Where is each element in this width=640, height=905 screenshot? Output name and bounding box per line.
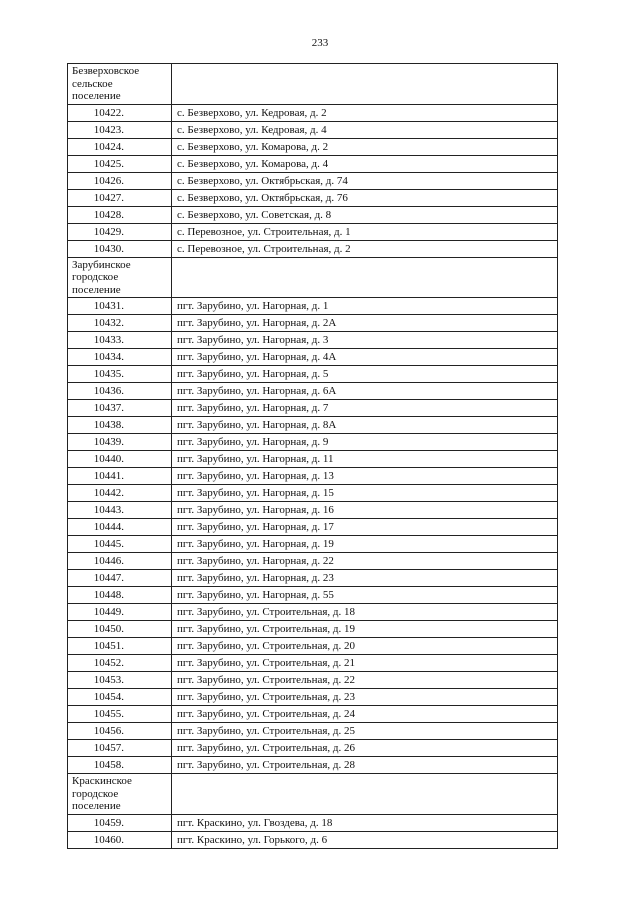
row-address: с. Перевозное, ул. Строительная, д. 2 xyxy=(172,240,558,257)
section-name-line: поселение xyxy=(72,800,121,812)
row-address: пгт. Зарубино, ул. Нагорная, д. 7 xyxy=(172,400,558,417)
table-row xyxy=(68,366,558,383)
table-row xyxy=(68,383,558,400)
row-number: 10448. xyxy=(68,587,172,604)
row-address: пгт. Зарубино, ул. Нагорная, д. 2А xyxy=(172,315,558,332)
row-number: 10459. xyxy=(68,814,172,831)
row-number: 10425. xyxy=(68,155,172,172)
section-empty-cell xyxy=(172,64,558,105)
row-address: пгт. Краскино, ул. Горького, д. 6 xyxy=(172,831,558,848)
row-address: с. Перевозное, ул. Строительная, д. 1 xyxy=(172,223,558,240)
row-number: 10433. xyxy=(68,332,172,349)
row-address: с. Безверхово, ул. Кедровая, д. 2 xyxy=(172,104,558,121)
row-address: пгт. Зарубино, ул. Нагорная, д. 3 xyxy=(172,332,558,349)
row-number: 10451. xyxy=(68,638,172,655)
row-address: пгт. Зарубино, ул. Нагорная, д. 13 xyxy=(172,468,558,485)
section-name-line: поселение xyxy=(72,90,121,102)
row-address: с. Безверхово, ул. Советская, д. 8 xyxy=(172,206,558,223)
row-address: пгт. Зарубино, ул. Строительная, д. 23 xyxy=(172,689,558,706)
section-name-line: городское xyxy=(72,271,119,283)
row-address: пгт. Зарубино, ул. Нагорная, д. 5 xyxy=(172,366,558,383)
row-address: пгт. Зарубино, ул. Нагорная, д. 17 xyxy=(172,519,558,536)
table-row xyxy=(68,502,558,519)
row-number: 10453. xyxy=(68,672,172,689)
section-empty-cell xyxy=(172,257,558,298)
row-address: пгт. Зарубино, ул. Строительная, д. 25 xyxy=(172,723,558,740)
row-number: 10441. xyxy=(68,468,172,485)
table-row xyxy=(68,349,558,366)
section-header-row xyxy=(68,64,558,105)
table-row xyxy=(68,223,558,240)
table-row xyxy=(68,206,558,223)
row-number: 10452. xyxy=(68,655,172,672)
row-address: пгт. Зарубино, ул. Нагорная, д. 8А xyxy=(172,417,558,434)
section-name xyxy=(68,257,172,298)
section-header-row xyxy=(68,257,558,298)
section-name xyxy=(68,774,172,815)
row-number: 10437. xyxy=(68,400,172,417)
row-number: 10454. xyxy=(68,689,172,706)
table-row xyxy=(68,740,558,757)
row-address: пгт. Зарубино, ул. Нагорная, д. 1 xyxy=(172,298,558,315)
row-address: пгт. Зарубино, ул. Строительная, д. 18 xyxy=(172,604,558,621)
table-row xyxy=(68,417,558,434)
row-number: 10436. xyxy=(68,383,172,400)
row-number: 10443. xyxy=(68,502,172,519)
table-row xyxy=(68,723,558,740)
table-row xyxy=(68,814,558,831)
table-row xyxy=(68,155,558,172)
table-row xyxy=(68,240,558,257)
table-row xyxy=(68,189,558,206)
table-row xyxy=(68,172,558,189)
row-address: пгт. Зарубино, ул. Строительная, д. 20 xyxy=(172,638,558,655)
row-address: пгт. Краскино, ул. Гвоздева, д. 18 xyxy=(172,814,558,831)
row-address: с. Безверхово, ул. Комарова, д. 4 xyxy=(172,155,558,172)
row-address: пгт. Зарубино, ул. Нагорная, д. 16 xyxy=(172,502,558,519)
row-address: пгт. Зарубино, ул. Нагорная, д. 23 xyxy=(172,570,558,587)
row-number: 10427. xyxy=(68,189,172,206)
row-number: 10431. xyxy=(68,298,172,315)
row-number: 10444. xyxy=(68,519,172,536)
row-number: 10457. xyxy=(68,740,172,757)
table-row xyxy=(68,706,558,723)
section-name-line: сельское xyxy=(72,77,113,90)
row-number: 10456. xyxy=(68,723,172,740)
row-address: пгт. Зарубино, ул. Нагорная, д. 55 xyxy=(172,587,558,604)
row-number: 10455. xyxy=(68,706,172,723)
table-row xyxy=(68,104,558,121)
row-address: пгт. Зарубино, ул. Нагорная, д. 19 xyxy=(172,536,558,553)
row-address: пгт. Зарубино, ул. Нагорная, д. 22 xyxy=(172,553,558,570)
table-row xyxy=(68,553,558,570)
table-row xyxy=(68,315,558,332)
row-address: пгт. Зарубино, ул. Нагорная, д. 15 xyxy=(172,485,558,502)
section-name xyxy=(68,64,172,105)
row-number: 10439. xyxy=(68,434,172,451)
table-row xyxy=(68,604,558,621)
row-address: пгт. Зарубино, ул. Нагорная, д. 4А xyxy=(172,349,558,366)
row-number: 10434. xyxy=(68,349,172,366)
table-row xyxy=(68,570,558,587)
row-number: 10428. xyxy=(68,206,172,223)
section-name-line: городское xyxy=(72,787,119,800)
address-registry-table xyxy=(67,63,558,849)
row-number: 10449. xyxy=(68,604,172,621)
table-row xyxy=(68,672,558,689)
row-number: 10424. xyxy=(68,138,172,155)
table-row xyxy=(68,621,558,638)
row-number: 10440. xyxy=(68,451,172,468)
row-address: с. Безверхово, ул. Октябрьская, д. 74 xyxy=(172,172,558,189)
page-number: 233 xyxy=(311,37,329,49)
row-number: 10422. xyxy=(68,104,172,121)
table-row xyxy=(68,451,558,468)
row-number: 10450. xyxy=(68,621,172,638)
table-row xyxy=(68,298,558,315)
section-name-line: Краскинское xyxy=(72,775,132,787)
row-address: пгт. Зарубино, ул. Строительная, д. 21 xyxy=(172,655,558,672)
row-address: пгт. Зарубино, ул. Строительная, д. 24 xyxy=(172,706,558,723)
row-address: пгт. Зарубино, ул. Нагорная, д. 11 xyxy=(172,451,558,468)
registry-body xyxy=(68,64,558,849)
row-address: пгт. Зарубино, ул. Нагорная, д. 9 xyxy=(172,434,558,451)
table-row xyxy=(68,434,558,451)
table-row xyxy=(68,400,558,417)
table-row xyxy=(68,332,558,349)
row-address: пгт. Зарубино, ул. Строительная, д. 19 xyxy=(172,621,558,638)
row-number: 10429. xyxy=(68,223,172,240)
row-address: пгт. Зарубино, ул. Нагорная, д. 6А xyxy=(172,383,558,400)
row-address: с. Безверхово, ул. Октябрьская, д. 76 xyxy=(172,189,558,206)
row-number: 10435. xyxy=(68,366,172,383)
section-name-line: поселение xyxy=(72,283,121,296)
row-address: пгт. Зарубино, ул. Строительная, д. 22 xyxy=(172,672,558,689)
table-row xyxy=(68,689,558,706)
table-row xyxy=(68,638,558,655)
section-name-line: Безверховское xyxy=(72,65,140,77)
table-row xyxy=(68,468,558,485)
row-address: пгт. Зарубино, ул. Строительная, д. 26 xyxy=(172,740,558,757)
row-address: с. Безверхово, ул. Комарова, д. 2 xyxy=(172,138,558,155)
row-number: 10430. xyxy=(68,240,172,257)
table-row xyxy=(68,519,558,536)
row-number: 10426. xyxy=(68,172,172,189)
row-address: с. Безверхово, ул. Кедровая, д. 4 xyxy=(172,121,558,138)
row-number: 10458. xyxy=(68,757,172,774)
table-row xyxy=(68,757,558,774)
row-number: 10446. xyxy=(68,553,172,570)
section-empty-cell xyxy=(172,774,558,815)
row-number: 10442. xyxy=(68,485,172,502)
row-address: пгт. Зарубино, ул. Строительная, д. 28 xyxy=(172,757,558,774)
row-number: 10423. xyxy=(68,121,172,138)
section-header-row xyxy=(68,774,558,815)
row-number: 10445. xyxy=(68,536,172,553)
row-number: 10438. xyxy=(68,417,172,434)
table-row xyxy=(68,138,558,155)
row-number: 10447. xyxy=(68,570,172,587)
table-row xyxy=(68,655,558,672)
table-row xyxy=(68,536,558,553)
section-name-line: Зарубинское xyxy=(72,258,131,271)
table-row xyxy=(68,485,558,502)
row-number: 10432. xyxy=(68,315,172,332)
table-row xyxy=(68,121,558,138)
row-number: 10460. xyxy=(68,831,172,848)
table-row xyxy=(68,587,558,604)
table-row xyxy=(68,831,558,848)
